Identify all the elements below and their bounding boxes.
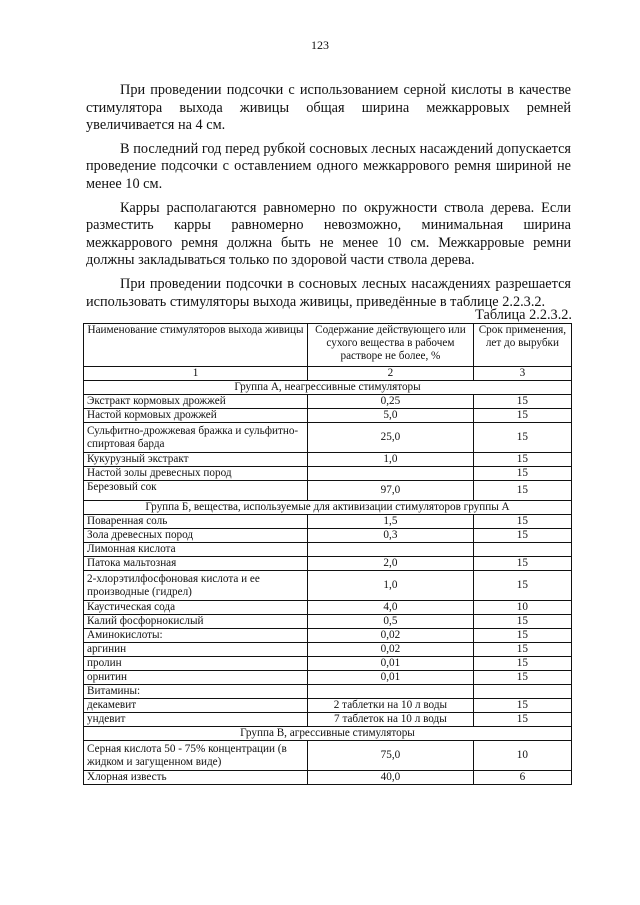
table-row <box>84 409 572 423</box>
substance-name: Хлорная известь <box>84 771 308 785</box>
content-value: 2 таблетки на 10 л воды <box>308 699 474 713</box>
term-value: 15 <box>473 409 571 423</box>
content-value: 0,02 <box>308 643 474 657</box>
content-value: 7 таблеток на 10 л воды <box>308 713 474 727</box>
term-value: 15 <box>473 571 571 601</box>
term-value: 15 <box>473 643 571 657</box>
content-value: 4,0 <box>308 601 474 615</box>
group-title: Группа А, неагрессивные стимуляторы <box>84 381 572 395</box>
table-row <box>84 771 572 785</box>
substance-name: Калий фосфорнокислый <box>84 615 308 629</box>
paragraph: При проведении подсочки с использованием серной кислоты в качестве стимулятора выхода живицы общая ширина межкарровых ремней увеличивается на 4 см. <box>86 82 571 134</box>
table-row <box>84 395 572 409</box>
substance-name: Настой кормовых дрожжей <box>84 409 308 423</box>
content-value: 25,0 <box>308 423 474 453</box>
term-value: 15 <box>473 615 571 629</box>
content-value: 97,0 <box>308 481 474 501</box>
substance-name: Поваренная соль <box>84 515 308 529</box>
term-value: 10 <box>473 741 571 771</box>
term-value: 15 <box>473 515 571 529</box>
page-number: 123 <box>311 38 329 52</box>
substance-name: 2-хлорэтилфосфоновая кислота и ее производные (гидрел) <box>84 571 308 601</box>
term-value: 15 <box>473 713 571 727</box>
table-row <box>84 543 572 557</box>
header-cell: Содержание действующего или сухого вещества в рабочем растворе не более, % <box>308 324 474 367</box>
term-value: 15 <box>473 467 571 481</box>
column-number: 2 <box>308 367 474 381</box>
term-value <box>473 543 571 557</box>
table-row <box>84 571 572 601</box>
stimulators-table <box>83 323 572 785</box>
term-value: 15 <box>473 529 571 543</box>
substance-name: Серная кислота 50 - 75% концентрации (в жидком и загущенном виде) <box>84 741 308 771</box>
table-row <box>84 615 572 629</box>
substance-name: Патока мальтозная <box>84 557 308 571</box>
substance-name: Аминокислоты: <box>84 629 308 643</box>
substance-name: Кукурузный экстракт <box>84 453 308 467</box>
content-value: 0,02 <box>308 629 474 643</box>
content-value: 2,0 <box>308 557 474 571</box>
substance-name: орнитин <box>84 671 308 685</box>
body-text <box>86 82 571 317</box>
content-value: 0,3 <box>308 529 474 543</box>
table-row <box>84 629 572 643</box>
table-row <box>84 699 572 713</box>
term-value: 15 <box>473 423 571 453</box>
column-numbers-row <box>84 367 572 381</box>
content-value: 0,01 <box>308 671 474 685</box>
table-row <box>84 741 572 771</box>
substance-name: декамевит <box>84 699 308 713</box>
substance-name: Каустическая сода <box>84 601 308 615</box>
content-value <box>308 685 474 699</box>
content-value: 1,5 <box>308 515 474 529</box>
substance-name: Настой золы древесных пород <box>84 467 308 481</box>
content-value <box>308 543 474 557</box>
header-cell: Срок применения, лет до вырубки <box>473 324 571 367</box>
term-value: 15 <box>473 657 571 671</box>
content-value: 0,5 <box>308 615 474 629</box>
table-header-row <box>84 324 572 367</box>
group-title-row <box>84 501 572 515</box>
paragraph: При проведении подсочки в сосновых лесных насаждениях разрешается использовать стимуляторы выхода живицы, приведённые в таблице 2.2.3.2. <box>86 275 571 310</box>
term-value: 15 <box>473 699 571 713</box>
content-value: 1,0 <box>308 453 474 467</box>
group-title-row <box>84 381 572 395</box>
term-value: 15 <box>473 481 571 501</box>
term-value <box>473 685 571 699</box>
term-value: 15 <box>473 557 571 571</box>
term-value: 10 <box>473 601 571 615</box>
term-value: 15 <box>473 395 571 409</box>
table-row <box>84 453 572 467</box>
group-title-row <box>84 727 572 741</box>
table-row <box>84 557 572 571</box>
paragraph: В последний год перед рубкой сосновых лесных насаждений допускается проведение подсочки с оставлением одного межкаррового ремня шириной не менее 10 см. <box>86 140 571 192</box>
table-row <box>84 423 572 453</box>
content-value <box>308 467 474 481</box>
substance-name: ундевит <box>84 713 308 727</box>
column-number: 3 <box>473 367 571 381</box>
table-row <box>84 601 572 615</box>
table-row <box>84 467 572 481</box>
table-row <box>84 529 572 543</box>
substance-name: Экстракт кормовых дрожжей <box>84 395 308 409</box>
group-title: Группа Б, вещества, используемые для активизации стимуляторов группы А <box>84 501 572 515</box>
table-row <box>84 671 572 685</box>
content-value: 75,0 <box>308 741 474 771</box>
substance-name: Сульфитно-дрожжевая бражка и сульфитно-спиртовая барда <box>84 423 308 453</box>
substance-name: Зола древесных пород <box>84 529 308 543</box>
term-value: 15 <box>473 671 571 685</box>
content-value: 0,01 <box>308 657 474 671</box>
substance-name: Лимонная кислота <box>84 543 308 557</box>
table-row <box>84 481 572 501</box>
substance-name: Березовый сок <box>84 481 308 501</box>
group-title: Группа В, агрессивные стимуляторы <box>84 727 572 741</box>
content-value: 40,0 <box>308 771 474 785</box>
table-row <box>84 657 572 671</box>
substance-name: Витамины: <box>84 685 308 699</box>
header-cell: Наименование стимуляторов выхода живицы <box>84 324 308 367</box>
column-number: 1 <box>84 367 308 381</box>
table-row <box>84 643 572 657</box>
content-value: 0,25 <box>308 395 474 409</box>
paragraph: Карры располагаются равномерно по окружности ствола дерева. Если разместить карры равномерно невозможно, минимальная ширина межкаррового ремня должна быть не менее 10 см. Межкарровые ремни должны закладываться только по здоровой части ствола дерева. <box>86 199 571 269</box>
term-value: 15 <box>473 453 571 467</box>
table-row <box>84 713 572 727</box>
content-value: 1,0 <box>308 571 474 601</box>
table-row <box>84 515 572 529</box>
table-row <box>84 685 572 699</box>
term-value: 6 <box>473 771 571 785</box>
content-value: 5,0 <box>308 409 474 423</box>
substance-name: пролин <box>84 657 308 671</box>
substance-name: аргинин <box>84 643 308 657</box>
table-caption: Таблица 2.2.3.2. <box>475 307 572 323</box>
term-value: 15 <box>473 629 571 643</box>
